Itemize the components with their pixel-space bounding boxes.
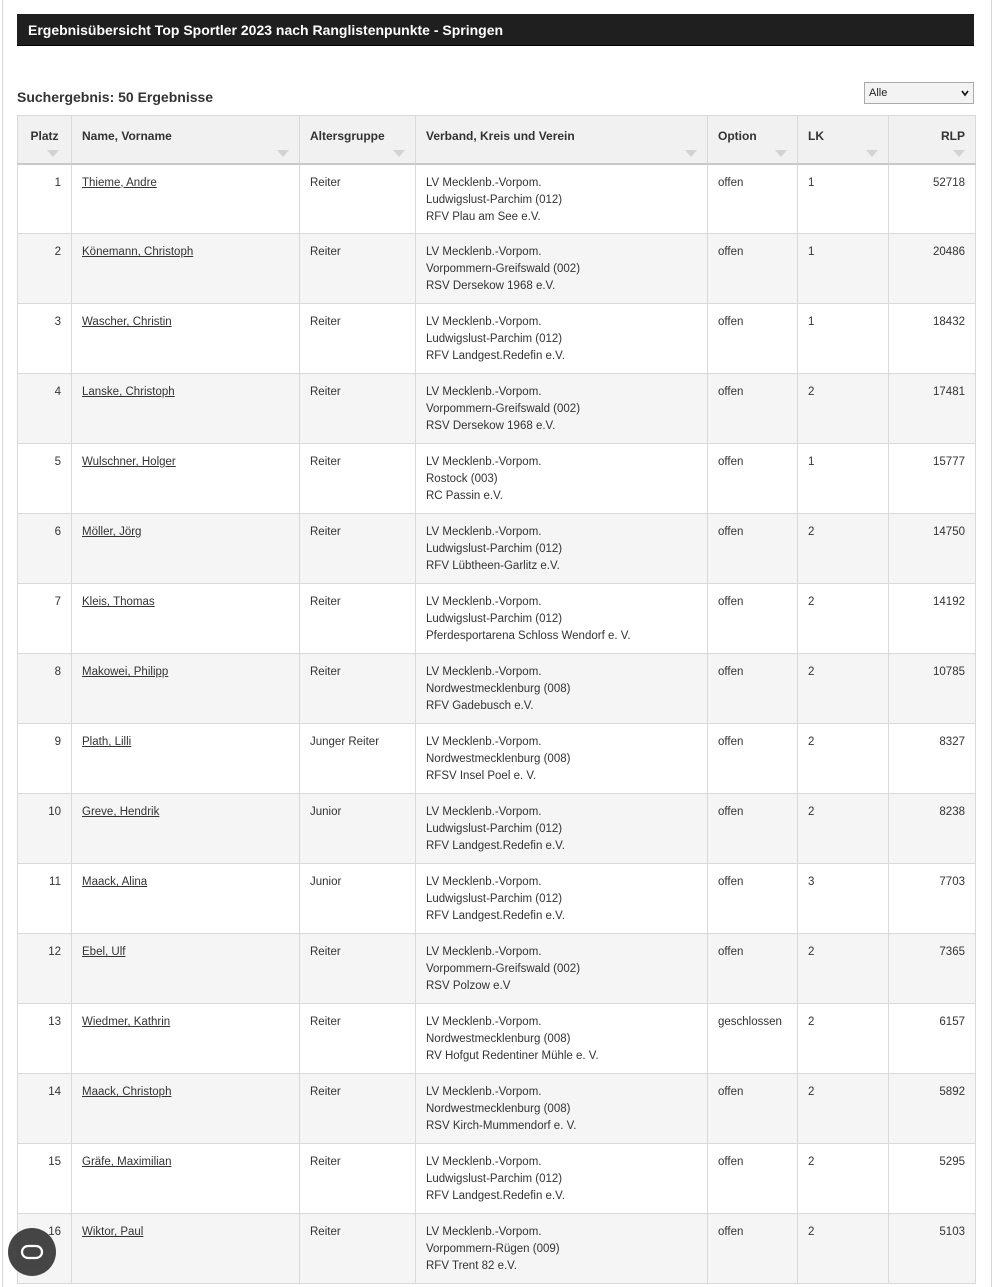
table-row <box>18 304 976 374</box>
age-group-cell: Reiter <box>300 584 416 654</box>
district-name: Ludwigslust-Parchim (012) <box>426 193 563 206</box>
rlp-cell: 18432 <box>889 304 976 374</box>
association-name: LV Mecklenb.-Vorpom. <box>426 806 542 818</box>
lk-cell: 2 <box>798 724 889 794</box>
association-name: LV Mecklenb.-Vorpom. <box>426 736 542 748</box>
rlp-cell: 7703 <box>889 864 976 934</box>
lk-cell: 2 <box>798 584 889 654</box>
cookie-settings-button[interactable] <box>8 1228 56 1276</box>
lk-cell: 2 <box>798 514 889 584</box>
rank-cell: 14 <box>18 1074 72 1144</box>
association-cell <box>416 724 708 794</box>
rank-cell: 1 <box>18 164 72 234</box>
district-name: Ludwigslust-Parchim (012) <box>426 1173 563 1185</box>
lk-cell: 2 <box>798 374 889 444</box>
association-cell <box>416 234 708 304</box>
club-name: RSV Kirch-Mummendorf e. V. <box>426 1120 577 1132</box>
table-row <box>18 654 976 724</box>
association-cell <box>416 794 708 864</box>
age-group-cell: Reiter <box>300 934 416 1004</box>
athlete-name-link[interactable]: Möller, Jörg <box>82 526 142 538</box>
name-cell <box>72 584 300 654</box>
name-cell <box>72 444 300 514</box>
option-cell: offen <box>708 514 798 584</box>
district-name: Nordwestmecklenburg (008) <box>426 753 571 765</box>
age-group-cell: Reiter <box>300 304 416 374</box>
club-name: RSV Dersekow 1968 e.V. <box>426 420 556 432</box>
result-count: Suchergebnis: 50 Ergebnisse <box>17 89 214 105</box>
lk-cell: 1 <box>798 164 889 234</box>
age-group-cell: Reiter <box>300 164 416 234</box>
lk-cell: 2 <box>798 654 889 724</box>
district-name: Ludwigslust-Parchim (012) <box>426 333 563 345</box>
sort-arrow-icon <box>685 150 697 157</box>
club-name: RFV Landgest.Redefin e.V. <box>426 840 565 852</box>
sort-arrow-icon <box>47 150 59 157</box>
filter-selected-value: Alle <box>869 87 888 99</box>
name-cell <box>72 374 300 444</box>
association-cell <box>416 444 708 514</box>
name-cell <box>72 514 300 584</box>
athlete-name-link[interactable]: Wiedmer, Kathrin <box>82 1016 171 1028</box>
rank-cell: 5 <box>18 444 72 514</box>
sort-arrow-icon <box>775 150 787 157</box>
district-name: Ludwigslust-Parchim (012) <box>426 543 563 555</box>
rank-cell: 13 <box>18 1004 72 1074</box>
option-cell: offen <box>708 584 798 654</box>
lk-cell: 1 <box>798 444 889 514</box>
name-cell <box>72 304 300 374</box>
club-name: RFV Landgest.Redefin e.V. <box>426 350 565 362</box>
lk-cell: 2 <box>798 1144 889 1214</box>
association-name: LV Mecklenb.-Vorpom. <box>426 176 542 189</box>
age-group-cell: Reiter <box>300 654 416 724</box>
association-cell <box>416 584 708 654</box>
name-cell <box>72 794 300 864</box>
athlete-name-link[interactable]: Plath, Lilli <box>82 736 132 748</box>
rlp-cell: 8327 <box>889 724 976 794</box>
column-header-altersgruppe[interactable]: Altersgruppe <box>300 116 416 164</box>
lk-cell: 1 <box>798 304 889 374</box>
club-name: RFV Lübtheen-Garlitz e.V. <box>426 560 560 572</box>
athlete-name-link[interactable]: Könemann, Christoph <box>82 246 194 258</box>
name-cell <box>72 724 300 794</box>
club-name: RSV Polzow e.V <box>426 980 511 992</box>
sort-arrow-icon <box>953 150 965 157</box>
rlp-cell: 20486 <box>889 234 976 304</box>
district-name: Nordwestmecklenburg (008) <box>426 1103 571 1115</box>
association-cell <box>416 164 708 234</box>
athlete-name-link[interactable]: Makowei, Philipp <box>82 666 169 678</box>
athlete-name-link[interactable]: Kleis, Thomas <box>82 596 155 608</box>
age-group-cell: Reiter <box>300 1144 416 1214</box>
table-row <box>18 234 976 304</box>
sort-arrow-icon <box>866 150 878 157</box>
athlete-name-link[interactable]: Wulschner, Holger <box>82 456 176 468</box>
table-row <box>18 864 976 934</box>
district-name: Ludwigslust-Parchim (012) <box>426 613 563 625</box>
table-row <box>18 794 976 864</box>
club-name: RFV Landgest.Redefin e.V. <box>426 910 565 922</box>
rank-cell: 12 <box>18 934 72 1004</box>
association-name: LV Mecklenb.-Vorpom. <box>426 316 542 328</box>
rlp-cell: 17481 <box>889 374 976 444</box>
association-cell <box>416 514 708 584</box>
rank-cell: 8 <box>18 654 72 724</box>
cookie-settings-icon <box>19 1244 45 1260</box>
athlete-name-link[interactable]: Thieme, Andre <box>82 176 157 189</box>
club-name: RSV Dersekow 1968 e.V. <box>426 280 556 292</box>
district-name: Ludwigslust-Parchim (012) <box>426 823 563 835</box>
district-name: Ludwigslust-Parchim (012) <box>426 893 563 905</box>
association-cell <box>416 1004 708 1074</box>
column-header-lk[interactable]: LK <box>798 116 889 164</box>
club-name: RC Passin e.V. <box>426 490 503 502</box>
age-group-cell: Reiter <box>300 1074 416 1144</box>
option-cell: offen <box>708 794 798 864</box>
club-name: RFV Landgest.Redefin e.V. <box>426 1190 565 1202</box>
rlp-cell: 5295 <box>889 1144 976 1214</box>
age-group-cell: Reiter <box>300 1004 416 1074</box>
table-row <box>18 584 976 654</box>
association-name: LV Mecklenb.-Vorpom. <box>426 1156 542 1168</box>
association-cell <box>416 1214 708 1284</box>
table-row <box>18 374 976 444</box>
table-row <box>18 1004 976 1074</box>
option-cell: offen <box>708 934 798 1004</box>
lk-cell: 2 <box>798 1214 889 1284</box>
lk-cell: 2 <box>798 934 889 1004</box>
name-cell <box>72 1004 300 1074</box>
age-group-cell: Junior <box>300 864 416 934</box>
rank-cell: 7 <box>18 584 72 654</box>
option-cell: offen <box>708 1214 798 1284</box>
district-name: Vorpommern-Greifswald (002) <box>426 263 581 275</box>
option-cell: offen <box>708 654 798 724</box>
option-cell: offen <box>708 304 798 374</box>
sort-arrow-icon <box>393 150 405 157</box>
athlete-name-link[interactable]: Greve, Hendrik <box>82 806 160 818</box>
column-header-verband[interactable]: Verband, Kreis und Verein <box>416 116 708 164</box>
rank-cell: 9 <box>18 724 72 794</box>
name-cell <box>72 654 300 724</box>
table-header-row <box>18 116 976 164</box>
option-cell: offen <box>708 164 798 234</box>
rank-cell: 2 <box>18 234 72 304</box>
table-row <box>18 444 976 514</box>
rlp-cell: 8238 <box>889 794 976 864</box>
name-cell <box>72 1144 300 1214</box>
age-group-cell: Junger Reiter <box>300 724 416 794</box>
rlp-cell: 14192 <box>889 584 976 654</box>
sort-arrow-icon <box>277 150 289 157</box>
athlete-name-link[interactable]: Wascher, Christin <box>82 316 172 328</box>
association-cell <box>416 654 708 724</box>
age-group-cell: Reiter <box>300 514 416 584</box>
rank-cell: 6 <box>18 514 72 584</box>
rlp-cell: 7365 <box>889 934 976 1004</box>
district-name: Vorpommern-Rügen (009) <box>426 1243 560 1255</box>
club-name: RFSV Insel Poel e. V. <box>426 770 537 782</box>
association-cell <box>416 864 708 934</box>
rank-cell: 11 <box>18 864 72 934</box>
option-cell: offen <box>708 444 798 514</box>
club-name: Pferdesportarena Schloss Wendorf e. V. <box>426 630 631 642</box>
association-name: LV Mecklenb.-Vorpom. <box>426 456 542 468</box>
district-name: Nordwestmecklenburg (008) <box>426 683 571 695</box>
option-cell: geschlossen <box>708 1004 798 1074</box>
lk-cell: 2 <box>798 1074 889 1144</box>
rank-cell: 10 <box>18 794 72 864</box>
rlp-cell: 5103 <box>889 1214 976 1284</box>
option-cell: offen <box>708 374 798 444</box>
association-name: LV Mecklenb.-Vorpom. <box>426 876 542 888</box>
option-cell: offen <box>708 234 798 304</box>
rank-cell: 4 <box>18 374 72 444</box>
filter-select[interactable] <box>864 82 974 104</box>
rlp-cell: 15777 <box>889 444 976 514</box>
athlete-name-link[interactable]: Maack, Alina <box>82 876 148 888</box>
rlp-cell: 5892 <box>889 1074 976 1144</box>
association-cell <box>416 1074 708 1144</box>
lk-cell: 3 <box>798 864 889 934</box>
rank-cell: 16 <box>18 1214 72 1284</box>
table-row <box>18 934 976 1004</box>
option-cell: offen <box>708 864 798 934</box>
name-cell <box>72 234 300 304</box>
rank-cell: 3 <box>18 304 72 374</box>
name-cell <box>72 1074 300 1144</box>
results-table <box>17 115 976 1284</box>
age-group-cell: Reiter <box>300 444 416 514</box>
rank-cell: 15 <box>18 1144 72 1214</box>
rlp-cell: 6157 <box>889 1004 976 1074</box>
page-title: Ergebnisübersicht Top Sportler 2023 nach Ranglistenpunkte - Springen <box>17 14 974 46</box>
name-cell <box>72 1214 300 1284</box>
association-name: LV Mecklenb.-Vorpom. <box>426 1016 542 1028</box>
name-cell <box>72 934 300 1004</box>
association-name: LV Mecklenb.-Vorpom. <box>426 1086 542 1098</box>
club-name: RFV Plau am See e.V. <box>426 210 541 223</box>
table-row <box>18 724 976 794</box>
association-name: LV Mecklenb.-Vorpom. <box>426 246 542 258</box>
age-group-cell: Reiter <box>300 374 416 444</box>
chevron-down-icon <box>961 89 969 97</box>
athlete-name-link[interactable]: Gräfe, Maximilian <box>82 1156 172 1168</box>
column-header-rlp[interactable]: RLP <box>889 116 976 164</box>
district-name: Vorpommern-Greifswald (002) <box>426 403 581 415</box>
association-name: LV Mecklenb.-Vorpom. <box>426 386 542 398</box>
table-row <box>18 1144 976 1214</box>
athlete-name-link[interactable]: Wiktor, Paul <box>82 1226 144 1238</box>
district-name: Vorpommern-Greifswald (002) <box>426 963 581 975</box>
association-name: LV Mecklenb.-Vorpom. <box>426 526 542 538</box>
lk-cell: 2 <box>798 794 889 864</box>
age-group-cell: Reiter <box>300 1214 416 1284</box>
rlp-cell: 10785 <box>889 654 976 724</box>
district-name: Rostock (003) <box>426 473 498 485</box>
association-cell <box>416 304 708 374</box>
column-header-name[interactable]: Name, Vorname <box>72 116 300 164</box>
option-cell: offen <box>708 724 798 794</box>
name-cell <box>72 164 300 234</box>
age-group-cell: Junior <box>300 794 416 864</box>
club-name: RFV Gadebusch e.V. <box>426 700 534 712</box>
table-row <box>18 514 976 584</box>
association-cell <box>416 934 708 1004</box>
association-name: LV Mecklenb.-Vorpom. <box>426 1226 542 1238</box>
rlp-cell: 14750 <box>889 514 976 584</box>
table-row <box>18 1214 976 1284</box>
column-header-platz[interactable]: Platz <box>18 116 72 164</box>
association-cell <box>416 374 708 444</box>
association-cell <box>416 1144 708 1214</box>
table-row <box>18 164 976 234</box>
age-group-cell: Reiter <box>300 234 416 304</box>
column-header-option[interactable]: Option <box>708 116 798 164</box>
association-name: LV Mecklenb.-Vorpom. <box>426 596 542 608</box>
district-name: Nordwestmecklenburg (008) <box>426 1033 571 1045</box>
option-cell: offen <box>708 1144 798 1214</box>
athlete-name-link[interactable]: Maack, Christoph <box>82 1086 172 1098</box>
club-name: RV Hofgut Redentiner Mühle e. V. <box>426 1050 599 1062</box>
name-cell <box>72 864 300 934</box>
association-name: LV Mecklenb.-Vorpom. <box>426 666 542 678</box>
club-name: RFV Trent 82 e.V. <box>426 1260 517 1272</box>
rlp-cell: 52718 <box>889 164 976 234</box>
athlete-name-link[interactable]: Ebel, Ulf <box>82 946 126 958</box>
athlete-name-link[interactable]: Lanske, Christoph <box>82 386 175 398</box>
lk-cell: 2 <box>798 1004 889 1074</box>
option-cell: offen <box>708 1074 798 1144</box>
lk-cell: 1 <box>798 234 889 304</box>
association-name: LV Mecklenb.-Vorpom. <box>426 946 542 958</box>
table-row <box>18 1074 976 1144</box>
